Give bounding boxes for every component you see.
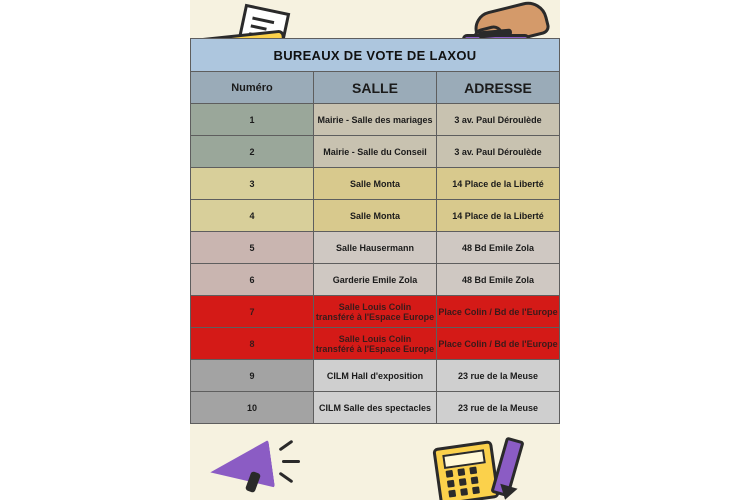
cell-salle-line2: transféré à l'Espace Europe <box>315 311 435 322</box>
cell-salle: Mairie - Salle des mariages <box>314 104 437 136</box>
column-header-adresse: ADRESSE <box>437 72 560 104</box>
megaphone-icon <box>204 432 324 496</box>
cell-numero: 5 <box>191 232 314 264</box>
cell-adresse: 14 Place de la Liberté <box>437 168 560 200</box>
table-row <box>191 360 560 392</box>
cell-numero: 4 <box>191 200 314 232</box>
table-row <box>191 136 560 168</box>
cell-adresse: 3 av. Paul Déroulède <box>437 104 560 136</box>
polling-stations-table <box>190 38 560 424</box>
cell-numero: 6 <box>191 264 314 296</box>
table-row <box>191 296 560 328</box>
cell-numero: 2 <box>191 136 314 168</box>
cell-salle: Garderie Emile Zola <box>314 264 437 296</box>
cell-numero: 7 <box>191 296 314 328</box>
cell-adresse: 23 rue de la Meuse <box>437 360 560 392</box>
table-row <box>191 104 560 136</box>
polling-stations-table-wrapper <box>190 38 560 424</box>
cell-salle-line2: transféré à l'Espace Europe <box>315 343 435 354</box>
table-row <box>191 232 560 264</box>
cell-salle <box>314 296 437 328</box>
cell-salle: CILM Salle des spectacles <box>314 392 437 424</box>
cell-numero: 10 <box>191 392 314 424</box>
table-row <box>191 328 560 360</box>
poster-canvas <box>190 0 560 500</box>
cell-numero: 1 <box>191 104 314 136</box>
cell-salle: Mairie - Salle du Conseil <box>314 136 437 168</box>
column-header-salle: SALLE <box>314 72 437 104</box>
cell-salle: CILM Hall d'exposition <box>314 360 437 392</box>
cell-salle-line1: Salle Louis Colin <box>338 333 412 344</box>
cell-numero: 8 <box>191 328 314 360</box>
cell-adresse: 48 Bd Emile Zola <box>437 264 560 296</box>
cell-salle <box>314 328 437 360</box>
cell-adresse: 23 rue de la Meuse <box>437 392 560 424</box>
calculator-pen-icon <box>436 436 546 498</box>
table-body <box>191 104 560 424</box>
page-title: BUREAUX DE VOTE DE LAXOU <box>191 39 560 72</box>
cell-adresse: Place Colin / Bd de l'Europe <box>437 296 560 328</box>
cell-numero: 9 <box>191 360 314 392</box>
cell-salle: Salle Monta <box>314 168 437 200</box>
cell-numero: 3 <box>191 168 314 200</box>
cell-adresse: 3 av. Paul Déroulède <box>437 136 560 168</box>
table-header-row <box>191 72 560 104</box>
cell-salle-line1: Salle Louis Colin <box>338 301 412 312</box>
table-row <box>191 392 560 424</box>
table-title-row <box>191 39 560 72</box>
cell-adresse: 48 Bd Emile Zola <box>437 232 560 264</box>
table-row <box>191 200 560 232</box>
cell-salle: Salle Monta <box>314 200 437 232</box>
table-row <box>191 264 560 296</box>
table-row <box>191 168 560 200</box>
column-header-numero: Numéro <box>191 72 314 104</box>
cell-adresse: 14 Place de la Liberté <box>437 200 560 232</box>
cell-adresse: Place Colin / Bd de l'Europe <box>437 328 560 360</box>
cell-salle: Salle Hausermann <box>314 232 437 264</box>
